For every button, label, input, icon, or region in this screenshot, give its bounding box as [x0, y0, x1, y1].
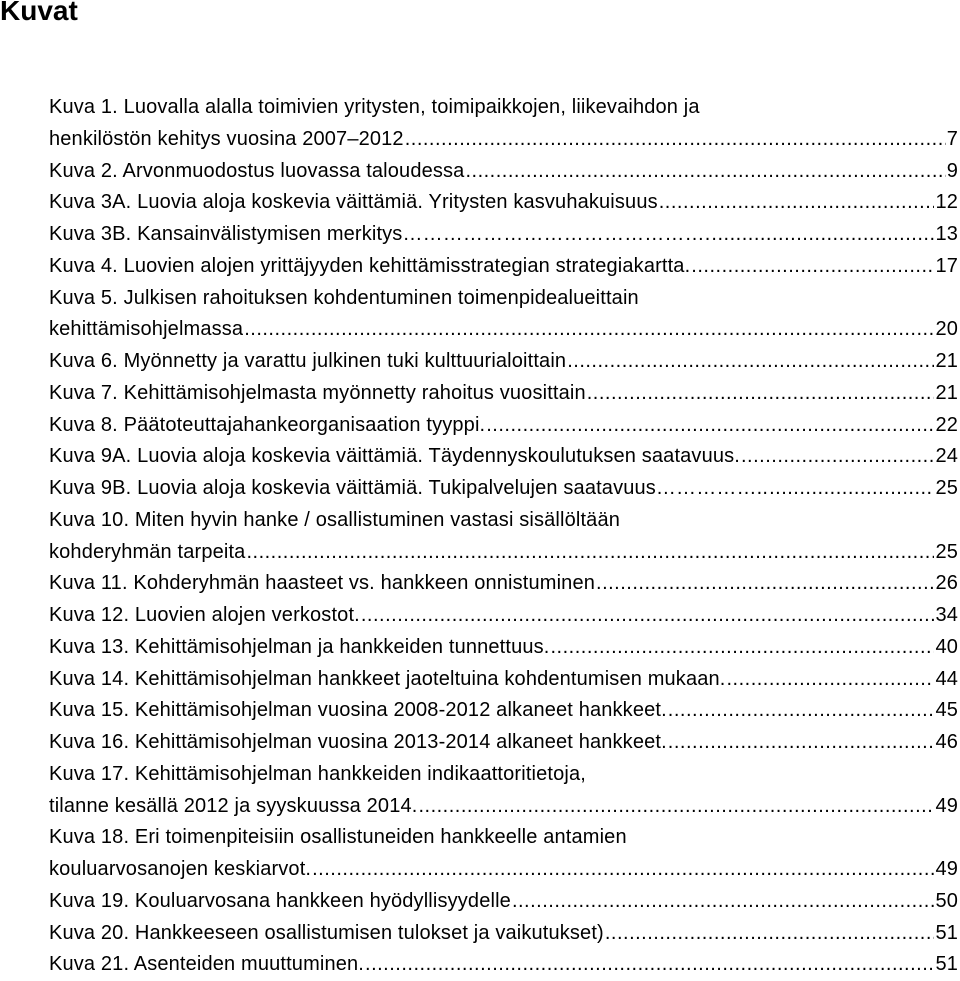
page-number: 49 — [935, 858, 958, 880]
toc-entry[interactable] — [49, 822, 958, 886]
toc-entry[interactable] — [49, 664, 958, 696]
toc-entry-title: kohderyhmän tarpeita — [49, 540, 246, 563]
dot-leader — [668, 727, 935, 759]
toc-entry-line — [49, 695, 958, 727]
toc-entry[interactable] — [49, 410, 958, 442]
toc-entry[interactable] — [49, 568, 958, 600]
toc-entry-title: tilanne kesällä 2012 ja syyskuussa 2014. — [49, 794, 418, 817]
dot-leader — [567, 346, 934, 378]
dot-leader — [691, 251, 934, 283]
toc-entry-line — [49, 568, 958, 600]
toc-entry-title: Kuva 6. Myönnetty ja varattu julkinen tuki kulttuurialoittain — [49, 350, 567, 372]
toc-entry-title: Kuva 7. Kehittämisohjelmasta myönnetty rahoitus vuosittain — [49, 381, 586, 404]
toc-entry-line — [49, 156, 958, 188]
toc-entry-line — [49, 219, 958, 251]
toc-entry[interactable] — [49, 918, 958, 950]
toc-entry-title: Kuva 9A. Luovia aloja koskevia väittämiä. Täydennyskoulutuksen saatavuus. — [49, 445, 740, 468]
toc-entry-line — [49, 600, 958, 632]
toc-entry-line — [49, 854, 958, 886]
dot-leader — [741, 441, 934, 473]
toc-entry[interactable] — [49, 727, 958, 759]
toc-entry-title: Kuva 20. Hankkeeseen osallistumisen tulokset ja vaikutukset) — [49, 921, 604, 944]
dot-leader — [244, 314, 934, 346]
page-number: 24 — [935, 445, 958, 468]
page-number: 51 — [935, 921, 958, 944]
toc-entry-text: Kuva 17. Kehittämisohjelman hankkeiden indikaattoritietoja, — [49, 762, 586, 785]
dot-leader — [405, 124, 946, 156]
toc-entry[interactable] — [49, 949, 958, 981]
toc-entry-line — [49, 664, 958, 696]
dot-leader — [659, 187, 935, 219]
toc-entry[interactable] — [49, 695, 958, 727]
toc-entry[interactable] — [49, 378, 958, 410]
toc-entry-text: Kuva 5. Julkisen rahoituksen kohdentuminen toimenpidealueittain — [49, 286, 639, 309]
dot-leader — [365, 949, 934, 981]
toc-entry[interactable] — [49, 219, 958, 251]
toc-entry-title: Kuva 2. Arvonmuodostus luovassa taloudessa — [49, 159, 465, 182]
toc-entry[interactable] — [49, 632, 958, 664]
toc-entry-title: Kuva 9B. Luovia aloja koskevia väittämiä. Tukipalvelujen saatavuus…………….. — [49, 477, 769, 499]
toc-entry-text: Kuva 1. Luovalla alalla toimivien yritysten, toimipaikkojen, liikevaihdon ja — [49, 96, 700, 118]
toc-entry[interactable] — [49, 283, 958, 347]
toc-entry-line — [49, 537, 958, 569]
toc-entry-title: Kuva 13. Kehittämisohjelman ja hankkeiden tunnettuus. — [49, 635, 550, 658]
toc-entry-line — [49, 918, 958, 950]
toc-entry-line — [49, 886, 958, 918]
toc-entry-title: Kuva 16. Kehittämisohjelman vuosina 2013-2014 alkaneet hankkeet. — [49, 731, 667, 753]
toc-entry-title: kouluarvosanojen keskiarvot. — [49, 858, 312, 880]
page-number: 25 — [935, 477, 958, 499]
toc-entry-text: Kuva 10. Miten hyvin hanke / osallistuminen vastasi sisällöltään — [49, 508, 621, 531]
toc-entry[interactable] — [49, 346, 958, 378]
toc-entry-title: Kuva 3B. Kansainvälistymisen merkitys………………………………………. — [49, 223, 711, 245]
toc-entry-title: kehittämisohjelmassa — [49, 318, 244, 341]
toc-entry-title: Kuva 21. Asenteiden muuttuminen. — [49, 953, 365, 976]
dot-leader — [486, 410, 934, 442]
dot-leader — [711, 219, 934, 251]
page-number: 51 — [935, 953, 958, 976]
dot-leader — [361, 600, 935, 632]
toc-entry-line — [49, 346, 958, 378]
toc-entry[interactable] — [49, 156, 958, 188]
page-number: 40 — [935, 635, 958, 658]
toc-entry-line — [49, 124, 958, 156]
toc-entry[interactable] — [49, 92, 958, 156]
dot-leader — [512, 886, 935, 918]
toc-entry[interactable] — [49, 759, 958, 823]
toc-entry-line — [49, 187, 958, 219]
toc-entry-title: Kuva 8. Päätoteuttajahankeorganisaation tyyppi. — [49, 413, 486, 436]
page-number: 13 — [935, 223, 958, 245]
toc-entry-title: Kuva 12. Luovien alojen verkostot. — [49, 604, 360, 626]
toc-entry-title: Kuva 11. Kohderyhmän haasteet vs. hankkeen onnistuminen — [49, 572, 596, 595]
toc-entry-text: Kuva 18. Eri toimenpiteisiin osallistuneiden hankkeelle antamien — [49, 826, 627, 849]
toc-entry[interactable] — [49, 886, 958, 918]
toc-entry-line — [49, 949, 958, 981]
dot-leader — [246, 537, 934, 569]
dot-leader — [587, 378, 935, 410]
dot-leader — [596, 568, 934, 600]
toc-entry-line — [49, 791, 958, 823]
page-number: 22 — [935, 413, 958, 436]
page-number: 50 — [935, 889, 958, 912]
toc-entry-title: Kuva 3A. Luovia aloja koskevia väittämiä. Yritysten kasvuhakuisuus — [49, 191, 658, 214]
dot-leader — [551, 632, 935, 664]
page-number: 9 — [946, 159, 958, 182]
dot-leader — [605, 918, 935, 950]
page-title: Kuvat — [0, 0, 78, 26]
toc-entry-title: Kuva 14. Kehittämisohjelman hankkeet jaoteltuina kohdentumisen mukaan. — [49, 667, 726, 690]
page-number: 26 — [935, 572, 958, 595]
dot-leader — [668, 695, 935, 727]
toc-entry-line — [49, 632, 958, 664]
toc-entry[interactable] — [49, 441, 958, 473]
toc-entry-line — [49, 441, 958, 473]
toc-entry-title: henkilöstön kehitys vuosina 2007–2012 — [49, 127, 404, 150]
toc-entry-line — [49, 727, 958, 759]
page-number: 17 — [935, 254, 958, 277]
page-number: 44 — [935, 667, 958, 690]
toc-entry-title: Kuva 15. Kehittämisohjelman vuosina 2008-2012 alkaneet hankkeet. — [49, 699, 667, 722]
dot-leader — [312, 854, 934, 886]
toc-entry-line — [49, 314, 958, 346]
page-number: 45 — [935, 699, 958, 722]
toc-entry[interactable] — [49, 187, 958, 219]
page-number: 21 — [935, 381, 958, 404]
page-number: 21 — [935, 350, 958, 372]
toc-entry-line — [49, 410, 958, 442]
toc-entry[interactable] — [49, 600, 958, 632]
dot-leader — [726, 664, 934, 696]
toc-entry-line — [49, 378, 958, 410]
toc-entry-title: Kuva 4. Luovien alojen yrittäjyyden kehittämisstrategian strategiakartta. — [49, 254, 691, 277]
toc-entry-line — [49, 473, 958, 505]
figure-list — [49, 92, 958, 981]
page-number: 12 — [935, 191, 958, 214]
page-number: 34 — [935, 604, 958, 626]
page-number: 46 — [935, 731, 958, 753]
page-number: 7 — [946, 127, 958, 150]
toc-entry[interactable] — [49, 251, 958, 283]
page-number: 20 — [935, 318, 958, 341]
dot-leader — [769, 473, 934, 505]
toc-entry-title: Kuva 19. Kouluarvosana hankkeen hyödyllisyydelle — [49, 889, 511, 912]
page-number: 49 — [935, 794, 958, 817]
toc-entry[interactable] — [49, 505, 958, 569]
toc-entry-line — [49, 251, 958, 283]
page-number: 25 — [935, 540, 958, 563]
dot-leader — [465, 156, 945, 188]
toc-entry[interactable] — [49, 473, 958, 505]
dot-leader — [418, 791, 934, 823]
